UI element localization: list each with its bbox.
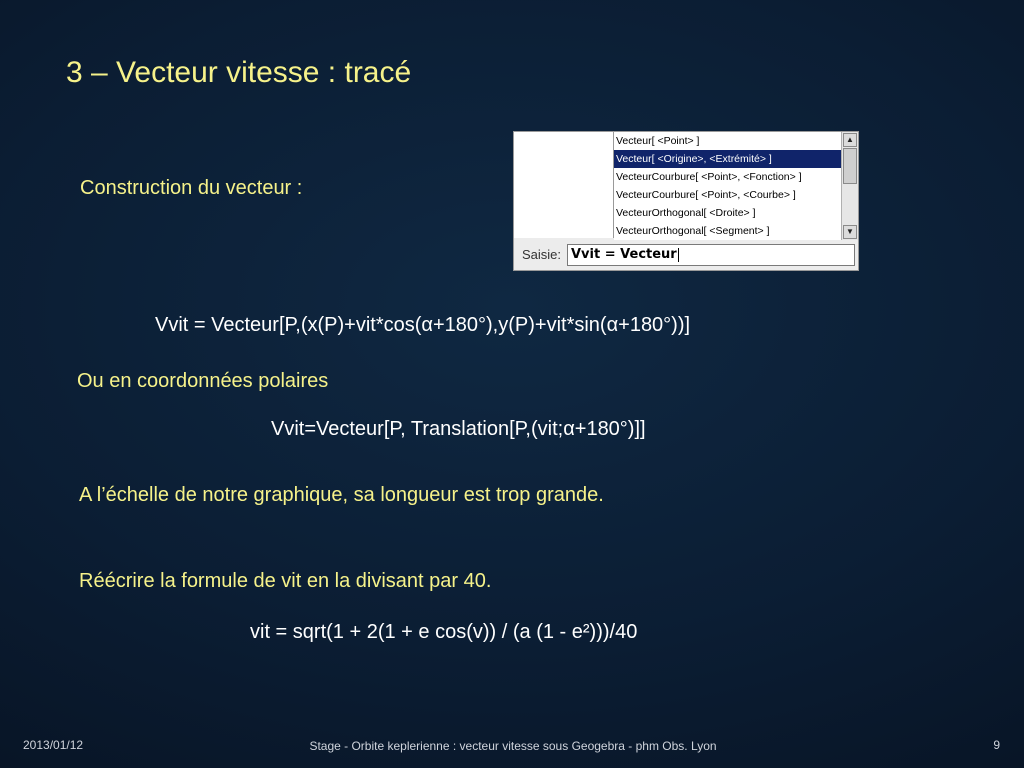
scroll-up-icon[interactable]: ▲ (843, 133, 857, 147)
suggestion-item[interactable]: VecteurCourbure[ <Point>, <Fonction> ] (616, 171, 802, 183)
polar-label: Ou en coordonnées polaires (77, 370, 329, 392)
algebra-view-pane (514, 132, 614, 238)
suggestion-item[interactable]: VecteurOrthogonal[ <Droite> ] (616, 207, 756, 219)
geogebra-input-panel (513, 131, 859, 271)
input-bar-label: Saisie: (522, 247, 562, 262)
slide-title: 3 – Vecteur vitesse : tracé (66, 56, 412, 89)
command-suggestion-list[interactable] (614, 132, 841, 241)
input-bar (514, 240, 858, 270)
command-input-value: Vvit = Vecteur (571, 247, 677, 262)
construction-label: Construction du vecteur : (80, 177, 303, 199)
rewrite-note: Réécrire la formule de vit en la divisant par 40. (79, 570, 492, 592)
scroll-down-icon[interactable]: ▼ (843, 225, 857, 239)
formula-polar: Vvit=Vecteur[P, Translation[P,(vit;α+180°)]] (271, 418, 646, 440)
scrollbar-thumb[interactable] (843, 148, 857, 184)
page-number: 9 (993, 738, 1000, 752)
suggestion-scrollbar[interactable] (841, 132, 858, 240)
footer-caption: Stage - Orbite keplerienne : vecteur vitesse sous Geogebra - phm Obs. Lyon (309, 739, 717, 753)
scale-note: A l’échelle de notre graphique, sa longueur est trop grande. (79, 484, 604, 506)
formula-cartesian: Vvit = Vecteur[P,(x(P)+vit*cos(α+180°),y(P)+vit*sin(α+180°))] (155, 314, 691, 336)
formula-vit: vit = sqrt(1 + 2(1 + e cos(v)) / (a (1 - e²)))/40 (250, 621, 638, 643)
text-caret (678, 248, 679, 262)
footer-date: 2013/01/12 (23, 738, 84, 752)
command-input[interactable] (567, 244, 855, 266)
suggestion-item-selected[interactable]: Vecteur[ <Origine>, <Extrémité> ] (614, 150, 841, 168)
suggestion-item[interactable]: VecteurOrthogonal[ <Segment> ] (616, 225, 770, 237)
suggestion-item[interactable]: Vecteur[ <Point> ] (616, 135, 700, 147)
suggestion-item[interactable]: VecteurCourbure[ <Point>, <Courbe> ] (616, 189, 796, 201)
